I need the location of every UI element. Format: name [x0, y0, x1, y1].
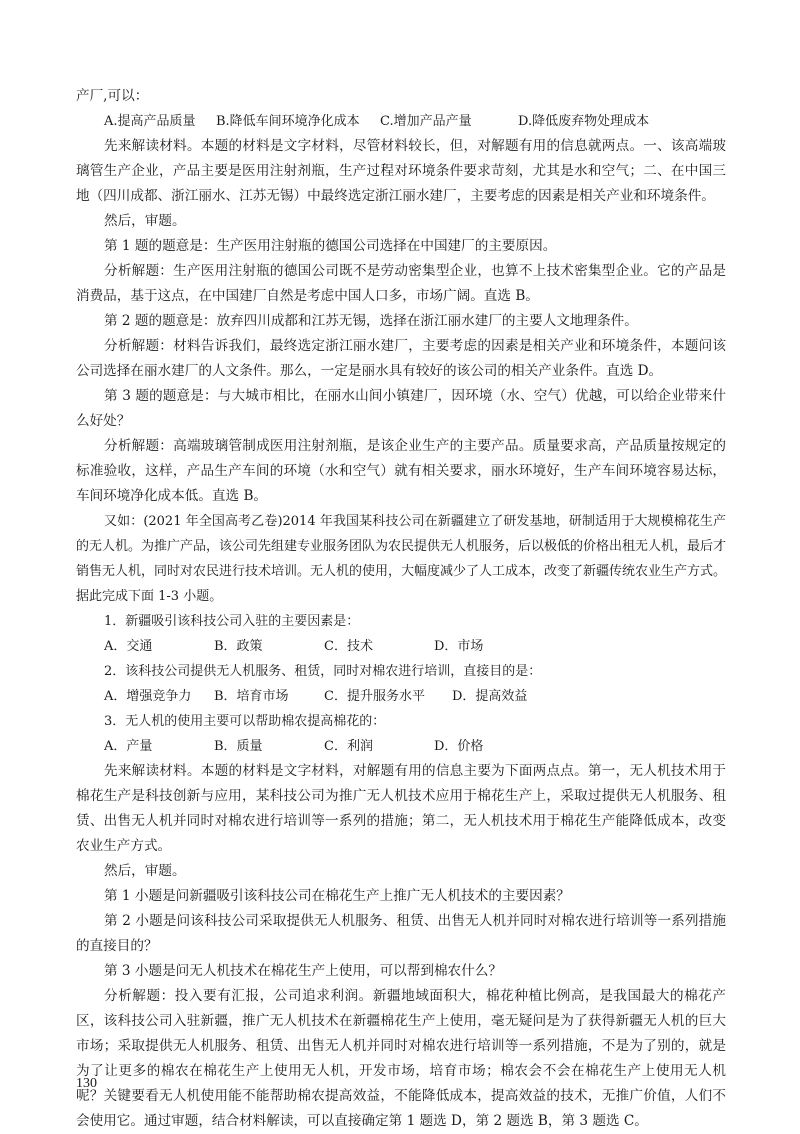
option-a: A．交通: [104, 639, 153, 654]
paragraph: 第 2 题的题意是：放弃四川成都和江苏无锡，选择在浙江丽水建厂的主要人文地理条件。: [104, 313, 638, 329]
example-intro: 又如：(2021 年全国高考乙卷)2014 年我国某科技公司在新疆建立了研发基地，研制适用于大规模棉花生产的无人机。为推广产品，该公司先组建专业服务团队为农民提供无人机服务，后以极低的价格出租无人机，最后才销售无人机，同时对农民进行技术培训。无人机的使用，大幅度减少了人工成本，改变了新疆传统农业生产方式。据此完成下面 1-3 小题。: [76, 514, 727, 604]
question-3-options: [76, 734, 726, 759]
text-line: 产厂,可以：: [76, 88, 149, 104]
option-a: A．产量: [104, 739, 153, 754]
paragraph: 先来解读材料。本题的材料是文字材料，尽管材料较长，但，对解题有用的信息就两点。一、该高端玻璃管生产企业，产品主要是医用注射剂瓶，生产过程对环境条件要求苛刻，尤其是水和空气；二、在中国三地（四川成都、浙江丽水、江苏无锡）中最终选定浙江丽水建厂，主要考虑的因素是相关产业和环境条件。: [76, 138, 726, 204]
paragraph: 第 1 小题是问新疆吸引该科技公司在棉花生产上推广无人机技术的主要因素？: [104, 888, 570, 904]
option-b: B．质量: [214, 739, 263, 754]
option-a: A.提高产品质量: [104, 114, 196, 129]
option-c: C．提升服务水平: [324, 689, 425, 704]
paragraph: 然后，审题。: [104, 213, 186, 229]
question-1: 1．新疆吸引该科技公司入驻的主要因素是：: [104, 614, 360, 629]
option-d: D．提高效益: [452, 689, 528, 704]
page-body: [76, 84, 726, 1134]
question-1-options: [76, 634, 726, 659]
paragraph: 分析解题：投入要有汇报，公司追求利润。新疆地域面积大，棉花种植比例高，是我国最大的棉花产区，该科技公司入驻新疆，推广无人机技术在新疆棉花生产上使用，毫无疑问是为了获得新疆无人机的巨大市场；采取提供无人机服务、租赁、出售无人机并同时对棉农进行培训等一系列措施，不是为了别的，就是为了让更多的棉农在棉花生产上使用无人机，开发市场，培育市场；棉农会不会在棉花生产上使用无人机呢？关键要看无人机使用能不能帮助棉农提高效益，不能降低成本，提高效益的技术，无推广价值，人们不会使用它。通过审题，结合材料解读，可以直接确定第 1 题选 D，第 2 题选 B，第 3 题选 C。: [76, 988, 726, 1129]
paragraph: 第 3 小题是问无人机技术在棉花生产上使用，可以帮到棉农什么？: [104, 963, 502, 979]
answer-options: [76, 109, 726, 134]
question-3: 3．无人机的使用主要可以帮助棉农提高棉花的：: [104, 714, 386, 729]
paragraph: 分析解题：生产医用注射瓶的德国公司既不是劳动密集型企业，也算不上技术密集型企业。它的产品是消费品，基于这点，在中国建厂自然是考虑中国人口多，市场广阔。直选 B。: [76, 263, 726, 304]
paragraph: 第 1 题的题意是：生产医用注射瓶的德国公司选择在中国建厂的主要原因。: [104, 238, 557, 254]
paragraph: 先来解读材料。本题的材料是文字材料，对解题有用的信息主要为下面两点点。第一，无人机技术用于棉花生产是科技创新与应用，某科技公司为推广无人机技术应用于棉花生产上，采取过提供无人机服务、租赁、出售无人机并同时对棉农进行培训等一系列的措施；第二，无人机技术用于棉花生产能降低成本，改变农业生产方式。: [76, 763, 726, 854]
paragraph: 第 2 小题是问该科技公司采取提供无人机服务、租赁、出售无人机并同时对棉农进行培训等一系列措施的直接目的？: [76, 913, 726, 954]
option-a: A．增强竞争力: [104, 689, 192, 704]
option-d: D．价格: [434, 739, 484, 754]
option-c: C.增加产品产量: [380, 114, 472, 129]
option-d: D．市场: [434, 639, 484, 654]
option-c: C．利润: [324, 739, 373, 754]
option-c: C．技术: [324, 639, 373, 654]
paragraph: 分析解题：高端玻璃管制成医用注射剂瓶，是该企业生产的主要产品。质量要求高，产品质量按规定的标准验收，这样，产品生产车间的环境（水和空气）就有相关要求，丽水环境好，生产车间环境容易达标，车间环境净化成本低。直选 B。: [76, 438, 726, 504]
paragraph: 第 3 题的题意是：与大城市相比，在丽水山间小镇建厂，因环境（水、空气）优越，可以给企业带来什么好处？: [76, 388, 726, 429]
option-b: B．政策: [214, 639, 263, 654]
question-2: 2．该科技公司提供无人机服务、租赁，同时对棉农进行培训，直接目的是：: [104, 664, 542, 679]
question-2-options: [76, 684, 726, 709]
page-number: 130: [76, 1076, 97, 1091]
option-b: B．培育市场: [214, 689, 289, 704]
paragraph: 然后，审题。: [104, 863, 186, 879]
paragraph: 分析解题：材料告诉我们，最终选定浙江丽水建厂，主要考虑的因素是相关产业和环境条件，本题问该公司选择在丽水建厂的人文条件。那么，一定是丽水具有较好的该公司的相关产业条件。直选 D。: [76, 338, 726, 379]
option-d: D.降低废弃物处理成本: [518, 114, 650, 129]
option-b: B.降低车间环境净化成本: [216, 114, 360, 129]
